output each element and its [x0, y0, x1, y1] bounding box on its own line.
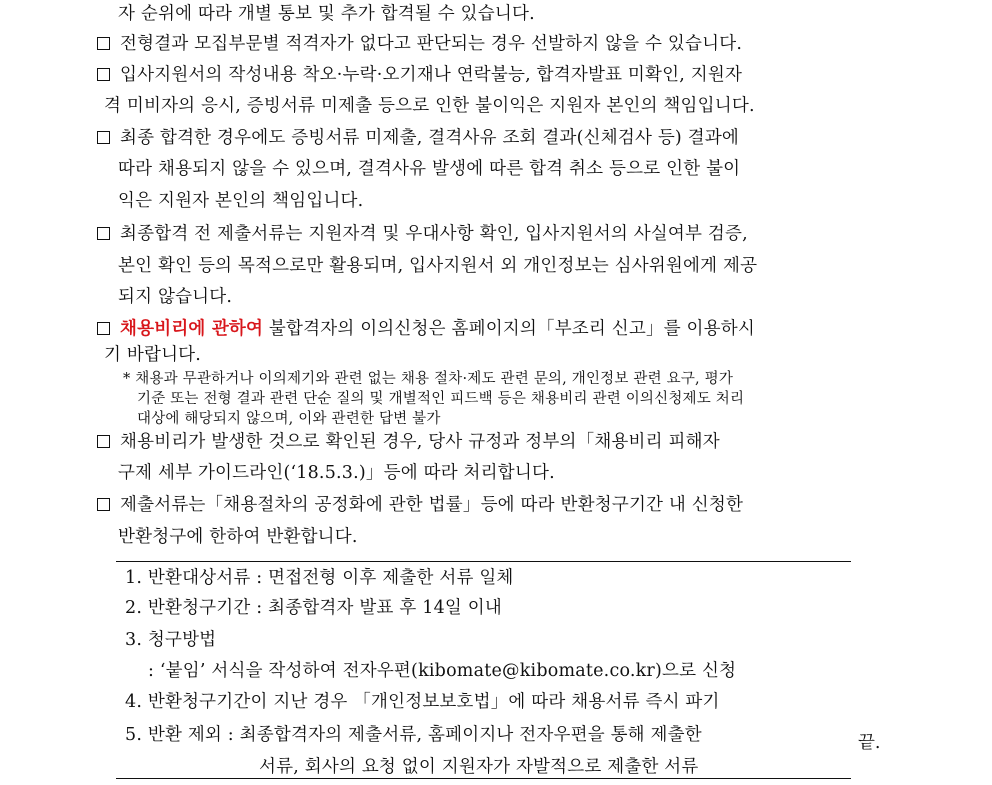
- footnote-line: 대상에 해당되지 않으며, 이와 관련한 답변 불가: [137, 411, 441, 427]
- notice-item-line: 익은 지원자 본인의 책임입니다.: [118, 191, 364, 211]
- return-item-5: 5. 반환 제외 : 최종합격자의 제출서류, 홈페이지나 전자우편을 통해 제출한: [125, 725, 702, 745]
- checkbox-bullet-icon: [97, 322, 110, 335]
- return-box-bottom-rule: [116, 778, 851, 779]
- footnote-line: 기준 또는 전형 결과 관련 단순 질의 및 개별적인 피드백 등은 채용비리 관련 이의신청제도 처리: [137, 391, 745, 407]
- return-item-2: 2. 반환청구기간 : 최종합격자 발표 후 14일 이내: [125, 598, 502, 618]
- checkbox-bullet-icon: [97, 37, 110, 50]
- notice-item-hiring-irregularity: 채용비리에 관하여 불합격자의 이의신청은 홈페이지의「부조리 신고」를 이용하시: [97, 317, 755, 341]
- return-box-top-rule: [116, 561, 851, 562]
- notice-item-line: 격 미비자의 응시, 증빙서류 미제출 등으로 인한 불이익은 지원자 본인의 책임입니다.: [104, 96, 755, 116]
- notice-item-documents-usage: 최종합격 전 제출서류는 지원자격 및 우대사항 확인, 입사지원서의 사실여부 검증,: [97, 222, 748, 246]
- footnote-line: * 채용과 무관하거나 이의제기와 관련 없는 채용 절차·제도 관련 문의, 개인정보 관련 요구, 평가: [123, 371, 734, 387]
- notice-item-line: 본인 확인 등의 목적으로만 활용되며, 입사지원서 외 개인정보는 심사위원에게 제공: [118, 256, 758, 276]
- notice-item-applicant-responsibility: 입사지원서의 작성내용 착오·누락·오기재나 연락불능, 합격자발표 미확인, 지원자: [97, 63, 742, 87]
- notice-item-line: 기 바랍니다.: [104, 345, 202, 365]
- notice-item-line: 되지 않습니다.: [118, 287, 233, 307]
- return-item-1: 1. 반환대상서류 : 면접전형 이후 제출한 서류 일체: [125, 568, 514, 588]
- notice-item-final-pass: 최종 합격한 경우에도 증빙서류 미제출, 결격사유 조회 결과(신체검사 등) 결과에: [97, 126, 739, 150]
- checkbox-bullet-icon: [97, 131, 110, 144]
- notice-item-no-selection: 전형결과 모집부문별 적격자가 없다고 판단되는 경우 선발하지 않을 수 있습니다.: [97, 32, 742, 56]
- checkbox-bullet-icon: [97, 68, 110, 81]
- return-item-3: 3. 청구방법: [125, 630, 217, 650]
- end-mark: 끝.: [858, 733, 881, 753]
- notice-item-line: 구제 세부 가이드라인(‘18.5.3.)」등에 따라 처리합니다.: [118, 463, 555, 483]
- highlight-red-text: 채용비리에 관하여: [120, 319, 264, 339]
- paragraph-continuation: 자 순위에 따라 개별 통보 및 추가 합격될 수 있습니다.: [118, 4, 535, 24]
- checkbox-bullet-icon: [97, 435, 110, 448]
- notice-item-line: 반환청구에 한하여 반환합니다.: [118, 527, 358, 547]
- checkbox-bullet-icon: [97, 498, 110, 511]
- checkbox-bullet-icon: [97, 227, 110, 240]
- return-item-3-detail: : ‘붙임’ 서식을 작성하여 전자우편(kibomate@kibomate.co.kr)으로 신청: [148, 661, 737, 681]
- notice-item-line: 따라 채용되지 않을 수 있으며, 결격사유 발생에 따른 합격 취소 등으로 인한 불이: [118, 159, 741, 179]
- notice-item-remedy: 채용비리가 발생한 것으로 확인된 경우, 당사 규정과 정부의「채용비리 피해자: [97, 430, 720, 454]
- return-item-4: 4. 반환청구기간이 지난 경우 「개인정보보호법」에 따라 채용서류 즉시 파기: [125, 692, 720, 712]
- notice-item-document-return: 제출서류는「채용절차의 공정화에 관한 법률」등에 따라 반환청구기간 내 신청한: [97, 493, 743, 517]
- return-item-5-cont: 서류, 회사의 요청 없이 지원자가 자발적으로 제출한 서류: [259, 757, 699, 777]
